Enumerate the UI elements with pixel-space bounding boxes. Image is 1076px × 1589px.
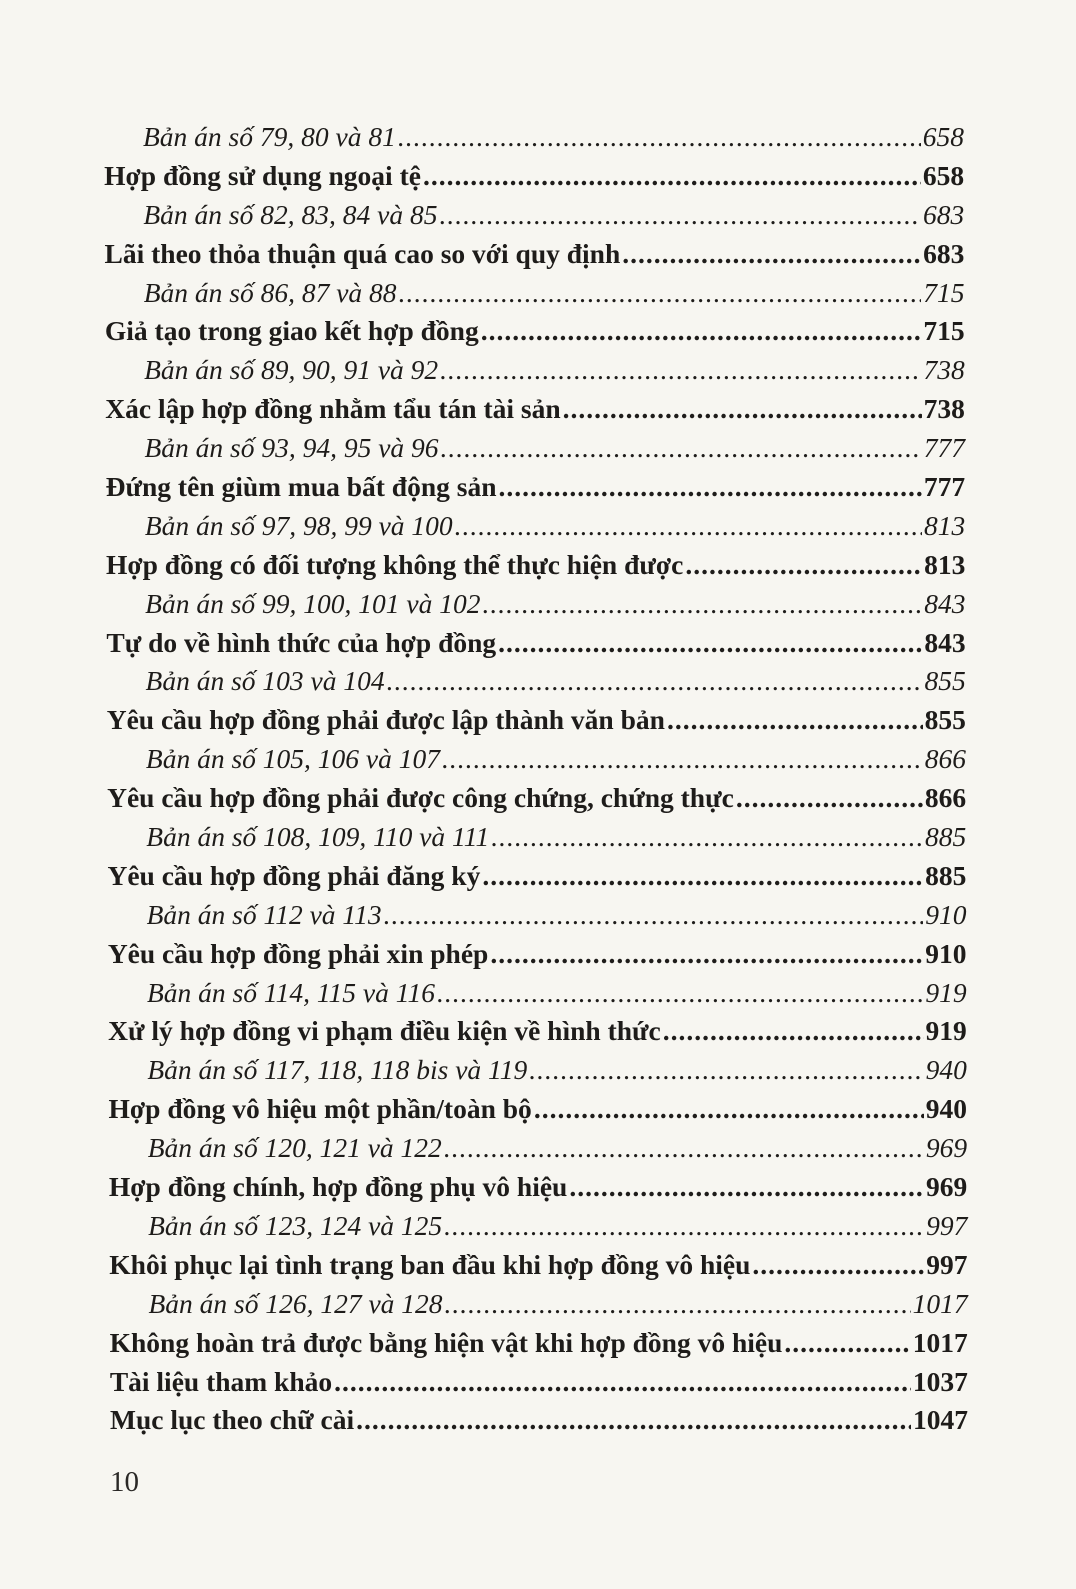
toc-entry-page: 658 xyxy=(922,159,965,191)
toc-entry-title: Bản án số 120, 121 và 122 xyxy=(147,1132,442,1164)
toc-entry-title: Tự do về hình thức của hợp đồng xyxy=(106,626,497,658)
dot-leader xyxy=(399,277,922,309)
toc-entry-page: 969 xyxy=(926,1171,968,1203)
toc-subentry xyxy=(0,277,1076,316)
dot-leader xyxy=(440,354,921,386)
toc-entry-page: 813 xyxy=(923,509,966,541)
toc-entry-title: Bản án số 112 và 113 xyxy=(146,898,382,930)
dot-leader xyxy=(498,627,922,659)
dot-leader xyxy=(384,899,924,931)
toc-entry xyxy=(0,549,1076,588)
toc-entry xyxy=(0,627,1076,666)
toc-entry-page: 855 xyxy=(924,665,966,697)
toc-entry-title: Xử lý hợp đồng vi phạm điều kiện về hình thức xyxy=(108,1015,661,1047)
toc-subentry xyxy=(0,899,1076,938)
dot-leader xyxy=(442,743,923,775)
toc-entry-page: 866 xyxy=(924,782,967,814)
toc-entry xyxy=(0,160,1076,199)
toc-entry-page: 855 xyxy=(924,704,966,736)
toc-entry-title: Hợp đồng vô hiệu một phần/toàn bộ xyxy=(108,1093,532,1125)
toc-entry xyxy=(0,1249,1076,1288)
toc-entry-title: Yêu cầu hợp đồng phải được lập thành văn bản xyxy=(106,704,665,736)
dot-leader xyxy=(334,1366,911,1398)
toc-subentry xyxy=(0,121,1076,160)
toc-entry-page: 885 xyxy=(924,821,967,853)
dot-leader xyxy=(784,1327,910,1359)
dot-leader xyxy=(663,1015,924,1047)
toc-entry-title: Xác lập hợp đồng nhằm tẩu tán tài sản xyxy=(105,393,561,425)
toc-entry-title: Giả tạo trong giao kết hợp đồng xyxy=(104,315,479,347)
toc-entry-title: Bản án số 117, 118, 118 bis và 119 xyxy=(147,1054,528,1086)
toc-entry xyxy=(0,1404,1076,1443)
toc-entry-page: 715 xyxy=(923,315,965,347)
toc-entry xyxy=(0,782,1076,821)
toc-entry-title: Bản án số 97, 98, 99 và 100 xyxy=(144,509,453,541)
toc-entry-page: 738 xyxy=(923,354,965,386)
dot-leader xyxy=(423,160,921,192)
toc-entry-title: Yêu cầu hợp đồng phải xin phép xyxy=(107,937,489,969)
toc-entry-page: 1017 xyxy=(912,1287,968,1319)
toc-entry-page: 910 xyxy=(925,937,967,969)
toc-entry-title: Mục lục theo chữ cài xyxy=(110,1404,355,1436)
dot-leader xyxy=(481,315,922,347)
toc-entry-page: 843 xyxy=(924,626,966,658)
toc-entry-title: Bản án số 123, 124 và 125 xyxy=(148,1209,443,1241)
toc-entry-title: Bản án số 79, 80 và 81 xyxy=(143,121,396,152)
toc-subentry xyxy=(0,510,1076,549)
toc-entry xyxy=(0,315,1076,354)
toc-entry-title: Hợp đồng có đối tượng không thể thực hiện được xyxy=(106,548,684,580)
toc-entry xyxy=(0,1093,1076,1132)
dot-leader xyxy=(439,199,921,231)
toc-subentry xyxy=(0,743,1076,782)
toc-entry-title: Bản án số 86, 87 và 88 xyxy=(143,276,397,308)
toc-subentry xyxy=(0,1132,1076,1171)
toc-entry-title: Khôi phục lại tình trạng ban đầu khi hợp đồng vô hiệu xyxy=(109,1248,751,1280)
toc-subentry xyxy=(0,821,1076,860)
toc-entry-page: 813 xyxy=(924,548,966,580)
dot-leader xyxy=(752,1249,924,1281)
toc-entry-page: 940 xyxy=(925,1093,968,1125)
toc-entry-page: 777 xyxy=(923,471,966,503)
toc-entry-title: Đứng tên giùm mua bất động sản xyxy=(105,471,497,503)
toc-entry-page: 1047 xyxy=(913,1404,968,1436)
toc-entry-page: 885 xyxy=(925,859,967,891)
dot-leader xyxy=(622,238,921,270)
toc-entry-page: 777 xyxy=(923,432,965,464)
toc-entry-title: Hợp đồng chính, hợp đồng phụ vô hiệu xyxy=(108,1171,568,1203)
page-number-footer: 10 xyxy=(110,1466,139,1498)
dot-leader xyxy=(499,471,922,503)
dot-leader xyxy=(455,510,922,542)
toc-entry xyxy=(0,471,1076,510)
toc-entry-title: Bản án số 105, 106 và 107 xyxy=(145,743,440,775)
toc-entry-page: 843 xyxy=(924,587,966,619)
toc-entry xyxy=(0,860,1076,899)
dot-leader xyxy=(356,1404,911,1436)
toc-entry xyxy=(0,938,1076,977)
toc-entry-title: Không hoàn trả được bằng hiện vật khi hợp đồng vô hiệu xyxy=(109,1326,783,1358)
toc-entry xyxy=(0,393,1076,432)
toc-subentry xyxy=(0,1210,1076,1249)
dot-leader xyxy=(491,821,923,853)
toc-entry-page: 1017 xyxy=(912,1326,968,1358)
toc-entry-title: Bản án số 103 và 104 xyxy=(145,665,385,697)
toc-entry xyxy=(0,1171,1076,1210)
dot-leader xyxy=(563,393,922,425)
toc-subentry xyxy=(0,354,1076,393)
toc-entry-page: 969 xyxy=(925,1132,968,1164)
toc-entry xyxy=(0,1015,1076,1054)
dot-leader xyxy=(483,588,923,620)
toc-entry xyxy=(0,238,1076,277)
toc-entry-page: 919 xyxy=(925,1015,967,1047)
dot-leader xyxy=(490,938,923,970)
dot-leader xyxy=(667,704,923,736)
toc-entry-page: 997 xyxy=(926,1248,968,1280)
dot-leader xyxy=(482,860,923,892)
toc-entry-page: 940 xyxy=(925,1054,967,1086)
toc-entry xyxy=(0,1327,1076,1366)
toc-subentry xyxy=(0,588,1076,627)
toc-entry-title: Bản án số 89, 90, 91 và 92 xyxy=(144,354,439,386)
dot-leader xyxy=(398,121,921,153)
toc-entry-page: 910 xyxy=(925,898,967,930)
toc-entry-page: 738 xyxy=(923,393,965,425)
dot-leader xyxy=(444,1132,924,1164)
toc-entry-page: 658 xyxy=(922,121,964,152)
toc-entry-title: Bản án số 99, 100, 101 và 102 xyxy=(145,587,481,619)
toc-subentry xyxy=(0,199,1076,238)
toc-entry-page: 715 xyxy=(923,276,965,308)
toc-entry-title: Hợp đồng sử dụng ngoại tệ xyxy=(104,159,421,191)
toc-entry-page: 866 xyxy=(924,743,966,775)
toc-subentry xyxy=(0,665,1076,704)
dot-leader xyxy=(387,665,923,697)
table-of-contents xyxy=(0,121,1076,1443)
dot-leader xyxy=(534,1093,924,1125)
toc-entry-page: 997 xyxy=(926,1209,968,1241)
toc-entry-title: Lãi theo thỏa thuận quá cao so với quy định xyxy=(104,237,621,269)
dot-leader xyxy=(529,1054,923,1086)
toc-entry xyxy=(0,1366,1076,1405)
toc-entry-page: 919 xyxy=(925,976,967,1008)
toc-entry-title: Bản án số 82, 83, 84 và 85 xyxy=(143,198,438,230)
toc-entry-title: Bản án số 114, 115 và 116 xyxy=(147,976,435,1008)
toc-entry-page: 683 xyxy=(923,237,965,269)
toc-subentry xyxy=(0,1288,1076,1327)
toc-subentry xyxy=(0,432,1076,471)
toc-entry-page: 1037 xyxy=(912,1365,968,1397)
toc-entry xyxy=(0,704,1076,743)
dot-leader xyxy=(685,549,922,581)
toc-entry-title: Yêu cầu hợp đồng phải đăng ký xyxy=(107,859,481,891)
dot-leader xyxy=(444,1210,924,1242)
toc-entry-title: Bản án số 126, 127 và 128 xyxy=(148,1287,443,1319)
dot-leader xyxy=(569,1171,924,1203)
dot-leader xyxy=(441,432,922,464)
dot-leader xyxy=(445,1288,911,1320)
toc-entry-title: Yêu cầu hợp đồng phải được công chứng, chứng thực xyxy=(107,782,734,814)
toc-subentry xyxy=(0,977,1076,1016)
toc-subentry xyxy=(0,1054,1076,1093)
dot-leader xyxy=(437,977,923,1009)
dot-leader xyxy=(736,782,923,814)
toc-entry-page: 683 xyxy=(923,198,965,230)
toc-entry-title: Bản án số 93, 94, 95 và 96 xyxy=(144,432,439,464)
toc-entry-title: Tài liệu tham khảo xyxy=(109,1365,333,1397)
toc-entry-title: Bản án số 108, 109, 110 và 111 xyxy=(146,821,490,853)
